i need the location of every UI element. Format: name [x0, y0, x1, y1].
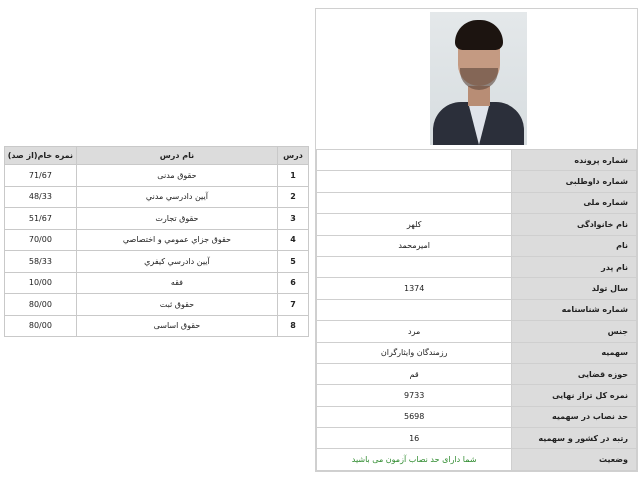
field-value: [317, 150, 512, 171]
info-row-father-name: [317, 256, 637, 277]
course-score: 58/33: [5, 251, 77, 273]
field-label: حد نصاب در سهمیه: [512, 406, 637, 427]
field-label: نام: [512, 235, 637, 256]
field-value: مرد: [317, 321, 512, 342]
field-label: سهمیه: [512, 342, 637, 363]
field-label: نام پدر: [512, 256, 637, 277]
course-number: 3: [278, 208, 309, 230]
table-row: [5, 229, 309, 251]
course-number: 2: [278, 186, 309, 208]
table-row: [5, 251, 309, 273]
field-value: [317, 256, 512, 277]
field-label: حوزه قضایی: [512, 363, 637, 384]
course-number: 8: [278, 315, 309, 337]
field-label: شماره ملی: [512, 192, 637, 213]
course-score: 51/67: [5, 208, 77, 230]
course-score: 70/00: [5, 229, 77, 251]
table-row: [5, 294, 309, 316]
info-row-final-score: [317, 385, 637, 406]
field-label: نمره کل تراز نهایی: [512, 385, 637, 406]
info-row-id-card-number: [317, 299, 637, 320]
field-label: شماره شناسنامه: [512, 299, 637, 320]
course-score: 80/00: [5, 294, 77, 316]
info-row-rank: [317, 428, 637, 449]
table-row: [5, 315, 309, 337]
field-value: [317, 171, 512, 192]
info-row-first-name: [317, 235, 637, 256]
candidate-photo: [430, 12, 527, 145]
table-row: [5, 272, 309, 294]
course-name: حقوق ثبت: [76, 294, 277, 316]
field-value: 1374: [317, 278, 512, 299]
field-value: [317, 299, 512, 320]
field-label: نام خانوادگی: [512, 214, 637, 235]
field-value: کلهر: [317, 214, 512, 235]
info-row-status: [317, 449, 637, 470]
header-raw-score: نمره خام(از صد): [5, 147, 77, 165]
course-number: 6: [278, 272, 309, 294]
field-label: جنس: [512, 321, 637, 342]
course-number: 5: [278, 251, 309, 273]
table-row: [5, 208, 309, 230]
header-course-number: درس: [278, 147, 309, 165]
course-name: حقوق مدنی: [76, 165, 277, 187]
field-value: 5698: [317, 406, 512, 427]
field-value: امیرمحمد: [317, 235, 512, 256]
candidate-info-table: [316, 149, 637, 471]
course-number: 4: [278, 229, 309, 251]
info-row-national-id: [317, 192, 637, 213]
field-value: [317, 192, 512, 213]
course-score: 71/67: [5, 165, 77, 187]
grades-table: [4, 146, 309, 337]
course-score: 80/00: [5, 315, 77, 337]
course-name: آيين دادرسي كيفري: [76, 251, 277, 273]
info-row-judicial-district: [317, 363, 637, 384]
info-row-applicant-number: [317, 171, 637, 192]
course-name: حقوق جزاي عمومي و اختصاصي: [76, 229, 277, 251]
course-name: حقوق اساسی: [76, 315, 277, 337]
course-score: 48/33: [5, 186, 77, 208]
info-row-gender: [317, 321, 637, 342]
grades-header-row: [5, 147, 309, 165]
candidate-profile: [315, 8, 638, 472]
status-message: شما دارای حد نصاب آزمون می باشید: [317, 449, 512, 470]
header-course-name: نام درس: [76, 147, 277, 165]
field-value: 9733: [317, 385, 512, 406]
info-row-quota: [317, 342, 637, 363]
info-row-birth-year: [317, 278, 637, 299]
info-row-quota-threshold: [317, 406, 637, 427]
field-value: قم: [317, 363, 512, 384]
course-name: حقوق تجارت: [76, 208, 277, 230]
field-label: شماره داوطلبی: [512, 171, 637, 192]
table-row: [5, 165, 309, 187]
course-name: فقه: [76, 272, 277, 294]
course-number: 7: [278, 294, 309, 316]
table-row: [5, 186, 309, 208]
field-label: وضعیت: [512, 449, 637, 470]
info-row-last-name: [317, 214, 637, 235]
field-label: شماره پرونده: [512, 150, 637, 171]
field-value: رزمندگان وایثارگران: [317, 342, 512, 363]
info-row-file-number: [317, 150, 637, 171]
field-label: سال تولد: [512, 278, 637, 299]
course-number: 1: [278, 165, 309, 187]
course-score: 10/00: [5, 272, 77, 294]
field-label: رتبه در کشور و سهمیه: [512, 428, 637, 449]
field-value: 16: [317, 428, 512, 449]
course-name: آيين دادرسي مدني: [76, 186, 277, 208]
